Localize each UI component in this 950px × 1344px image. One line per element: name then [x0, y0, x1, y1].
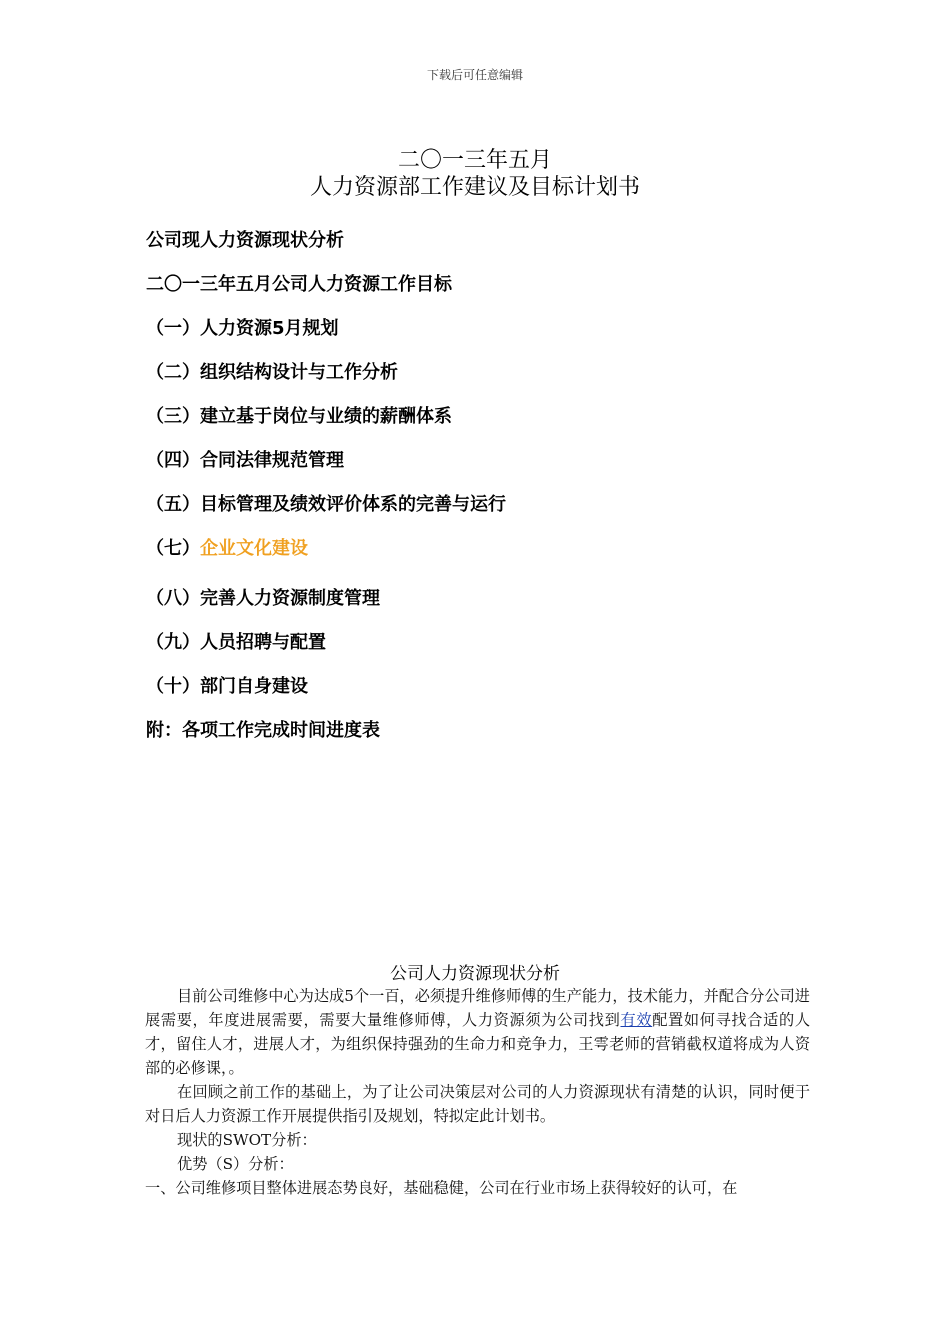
toc-item: 公司现人力资源现状分析: [146, 230, 344, 251]
header-note: 下载后可任意编辑: [426, 68, 523, 82]
paragraph-2: 在回顾之前工作的基础上，为了让公司决策层对公司的人力资源现状有清楚的认识，同时便于对日后人力资源工作开展提供指引及规划，特拟定此计划书。: [145, 1083, 810, 1125]
toc-item: （一）人力资源5月规划: [146, 318, 339, 339]
toc-item-culture: [146, 534, 308, 560]
paragraph-text: 配置如何寻找合适的人才，留住人才，进展人才，为组织保持强劲的生命力和竞争力，王雩老师的营销截权道将成为人资部的必修课，。: [145, 1011, 811, 1077]
toc-item: （五）目标管理及绩效评价体系的完善与运行: [146, 494, 506, 515]
toc-item: （十）部门自身建设: [146, 676, 308, 697]
paragraph-text: 目前公司维修中心为达成5个一百，必须提升维修师傅的生产能力，技术能力，并配合分公司进展需要，年度进展需要，需要大量维修师傅，人力资源须为公司找到: [145, 987, 810, 1029]
toc-item: （四）合同法律规范管理: [146, 450, 344, 471]
title-main: 人力资源部工作建议及目标计划书: [309, 175, 640, 200]
section-body: [145, 984, 810, 1200]
paragraph-1: [145, 984, 810, 1080]
toc-item: 二〇一三年五月公司人力资源工作目标: [146, 274, 452, 295]
title-date: 二〇一三年五月: [397, 148, 552, 173]
paragraph-3: 现状的SWOT分析：: [177, 1131, 317, 1149]
toc-item-appendix: 附：各项工作完成时间进度表: [146, 720, 380, 741]
toc-item: （八）完善人力资源制度管理: [146, 588, 380, 609]
paragraph-5: 一、公司维修项目整体进展态势良好，基础稳健，公司在行业市场上获得较好的认可，在: [145, 1179, 738, 1197]
paragraph-4: 优势（S）分析：: [177, 1155, 294, 1173]
effective-link[interactable]: 有效: [620, 1011, 653, 1029]
section-title: 公司人力资源现状分析: [390, 964, 560, 984]
toc-item: （二）组织结构设计与工作分析: [146, 362, 398, 383]
toc-item-culture-label: 企业文化建设: [200, 538, 308, 559]
toc-item: （三）建立基于岗位与业绩的薪酬体系: [146, 406, 452, 427]
toc-item: （九）人员招聘与配置: [146, 632, 326, 653]
toc-item-prefix: （七）: [146, 538, 200, 559]
